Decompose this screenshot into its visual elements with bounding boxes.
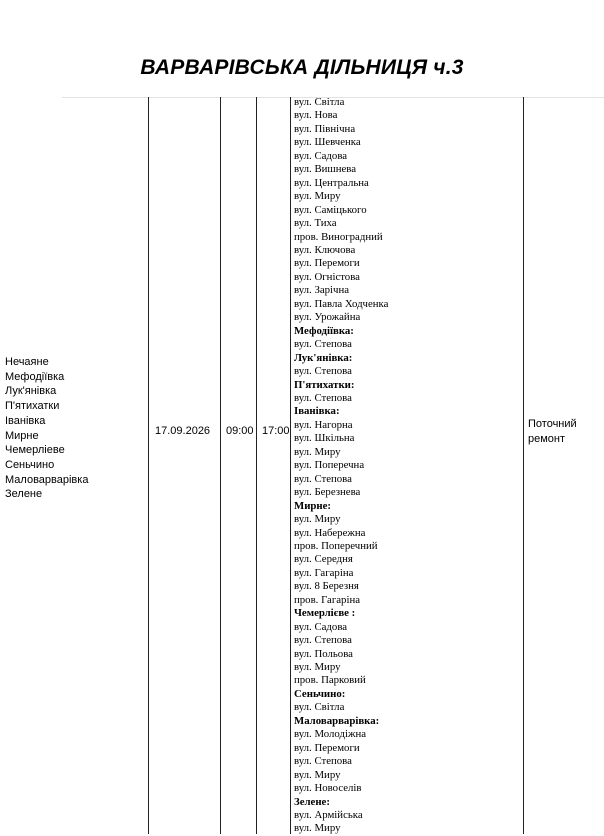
street-item: вул. Світла (294, 96, 345, 108)
column-divider (523, 97, 524, 834)
street-item: вул. Світла (294, 701, 345, 714)
street-item: вул. Нова (294, 109, 338, 122)
street-item: вул. Павла Ходченка (294, 297, 389, 310)
street-item: вул. Перемоги (294, 257, 360, 270)
street-item: вул. Ключова (294, 243, 356, 256)
village-name: Лук'янівка (5, 385, 57, 398)
street-item: вул. Набережна (294, 526, 366, 539)
street-item: пров. Парковий (294, 674, 366, 687)
street-item: вул. Миру (294, 190, 341, 203)
street-item: вул. Середня (294, 553, 353, 566)
street-item: вул. Степова (294, 634, 352, 647)
street-item: вул. Перемоги (294, 741, 360, 754)
street-group-header: Іванівка: (294, 405, 340, 418)
street-item: вул. Миру (294, 445, 341, 458)
street-item: вул. Новоселів (294, 782, 362, 795)
street-group-header: Маловарварівка: (294, 714, 380, 727)
outage-end-time: 17:00 (262, 425, 290, 437)
column-divider (220, 97, 221, 834)
street-group-header: Мирне: (294, 499, 332, 512)
street-item: вул. Шевченка (294, 136, 361, 149)
street-item: вул. Березнева (294, 486, 361, 499)
village-name: Сеньчино (5, 458, 55, 471)
outage-start-time: 09:00 (226, 425, 254, 437)
street-item: пров. Гагаріна (294, 593, 361, 606)
street-item: вул. Північна (294, 122, 356, 135)
outage-date: 17.09.2026 (155, 425, 211, 437)
village-name: Маловарварівка (5, 473, 89, 486)
street-group-header: Мефодіївка: (294, 324, 354, 337)
street-group-header: П'ятихатки: (294, 378, 355, 391)
street-item: пров. Поперечний (294, 539, 378, 552)
street-item: вул. Огністова (294, 270, 360, 283)
street-item: вул. Центральна (294, 176, 369, 189)
street-item: вул. Зарічна (294, 284, 350, 297)
street-item: вул. Шкільна (294, 432, 355, 445)
village-name: Зелене (5, 488, 43, 501)
street-item: вул. Поперечна (294, 459, 365, 472)
street-item: вул. Степова (294, 391, 352, 404)
village-name: Чемерліеве (5, 444, 65, 457)
street-item: вул. Садова (294, 149, 348, 162)
street-item: вул. Миру (294, 822, 341, 835)
outage-reason: Поточний ремонт (528, 418, 577, 445)
street-item: вул. Степова (294, 755, 352, 768)
street-group-header: Чемерлієве : (294, 607, 356, 620)
street-group-header: Лук'янівка: (294, 351, 353, 364)
street-item: вул. Тиха (294, 217, 337, 230)
column-divider (256, 97, 257, 834)
street-item: вул. Вишнева (294, 163, 357, 176)
villages-cell (5, 355, 145, 502)
village-name: Іванівка (5, 414, 46, 427)
street-item: вул. Саміцького (294, 203, 367, 216)
village-name: Мирне (5, 429, 39, 442)
street-item: пров. Виноградний (294, 230, 383, 243)
village-name: П'ятихатки (5, 400, 60, 413)
page-title: ВАРВАРІВСЬКА ДІЛЬНИЦЯ ч.3 (140, 56, 464, 79)
village-name: Мефодіївка (5, 370, 65, 383)
street-item: вул. Нагорна (294, 418, 353, 431)
street-item: вул. Армійська (294, 809, 363, 822)
street-item: вул. 8 Березня (294, 580, 359, 593)
street-item: вул. Миру (294, 768, 341, 781)
column-divider (148, 97, 149, 834)
street-item: вул. Степова (294, 472, 352, 485)
street-item: вул. Гагаріна (294, 566, 354, 579)
street-item: вул. Степова (294, 338, 352, 351)
village-name: Нечаяне (5, 356, 49, 368)
column-divider (290, 97, 291, 834)
street-item: вул. Садова (294, 620, 348, 633)
street-item: вул. Урожайна (294, 311, 361, 324)
street-item: вул. Миру (294, 661, 341, 674)
street-group-header: Сеньчино: (294, 687, 346, 700)
street-item: вул. Степова (294, 365, 352, 378)
street-item: вул. Польова (294, 647, 353, 660)
street-item: вул. Молодіжна (294, 728, 367, 741)
streets-cell (294, 96, 520, 836)
street-item: вул. Миру (294, 513, 341, 526)
street-group-header: Зелене: (294, 795, 330, 808)
